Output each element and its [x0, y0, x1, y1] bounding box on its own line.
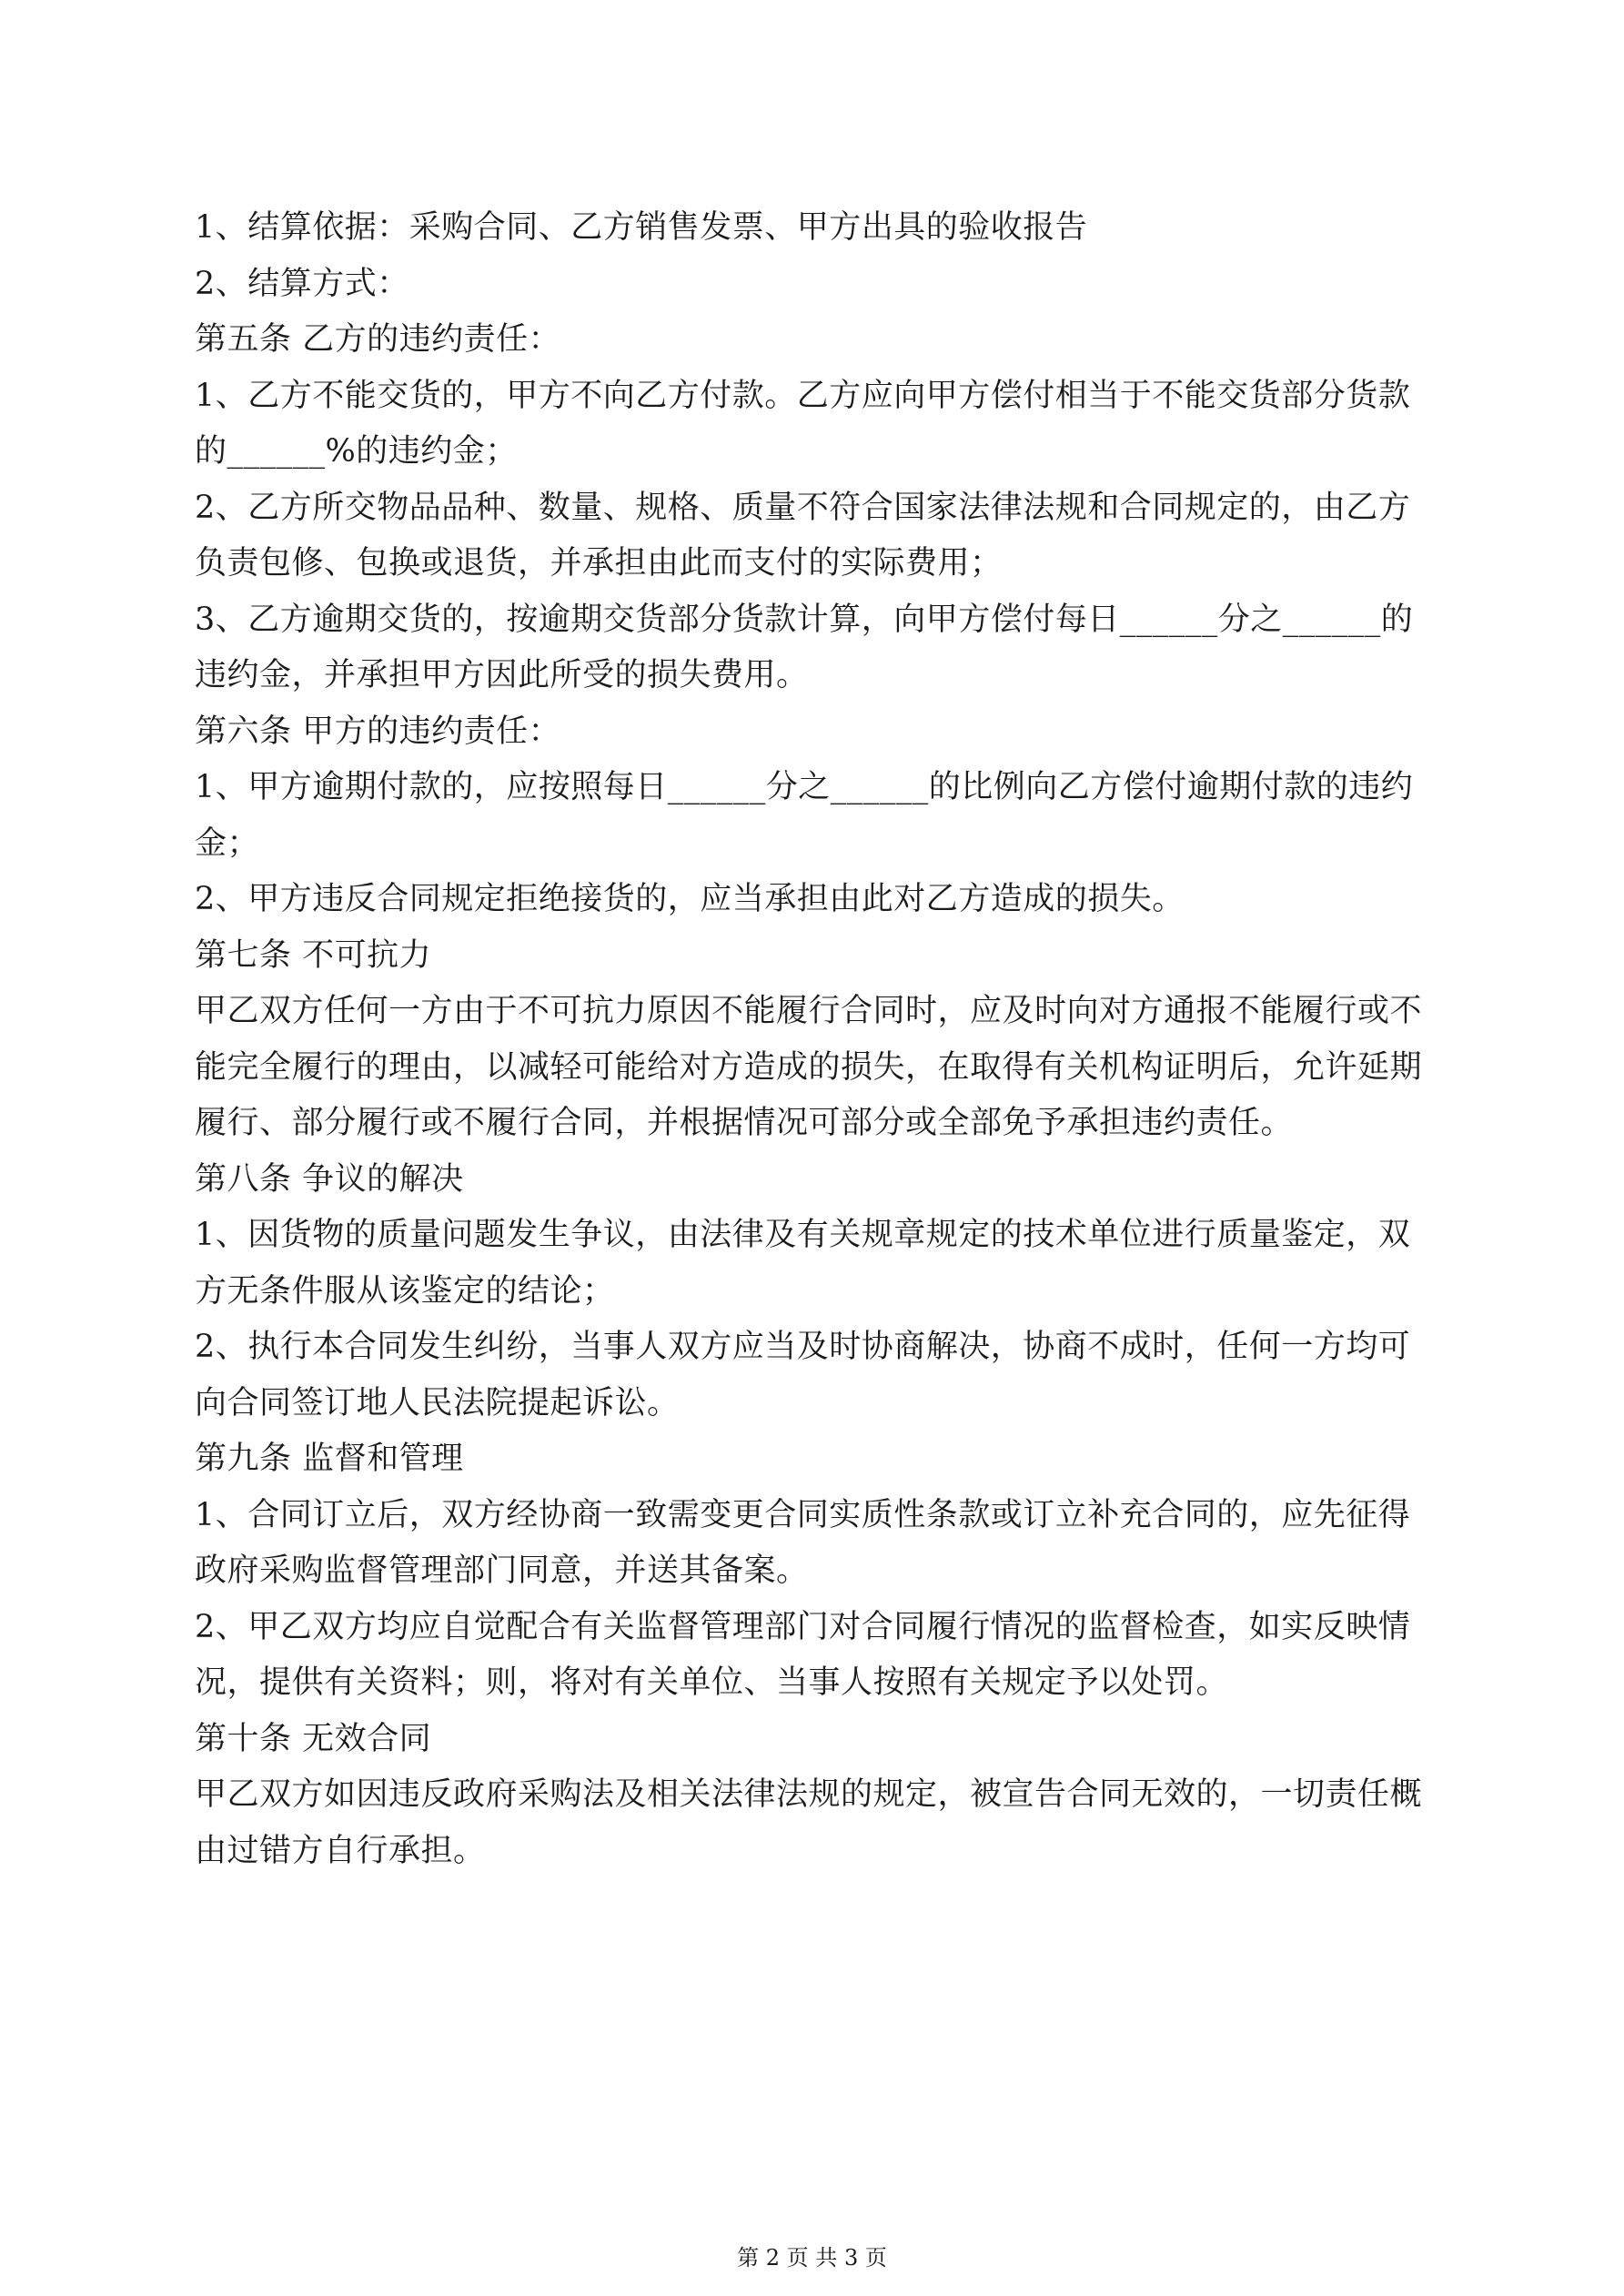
page-number-footer: 第 2 页 共 3 页: [737, 2245, 887, 2271]
section-heading: 第六条 甲方的违约责任：: [195, 713, 561, 750]
text-line: 1、结算依据：采购合同、乙方销售发票、甲方出具的验收报告: [195, 209, 1088, 246]
text-line: 违约金，并承担甲方因此所受的损失费用。: [195, 657, 809, 693]
text-line: 1、乙方不能交货的，甲方不向乙方付款。乙方应向甲方偿付相当于不能交货部分货款: [195, 377, 1411, 414]
text-line: 3、乙方逾期交货的，按逾期交货部分货款计算，向甲方偿付每日______分之______的: [195, 601, 1414, 638]
section-heading: 第十条 无效合同: [195, 1720, 432, 1757]
text-line: 2、结算方式：: [195, 265, 409, 302]
text-line: 2、甲方违反合同规定拒绝接货的，应当承担由此对乙方造成的损失。: [195, 881, 1185, 917]
section-heading: 第八条 争议的解决: [195, 1160, 464, 1198]
text-line: 能完全履行的理由，以减轻可能给对方造成的损失，在取得有关机构证明后，允许延期: [195, 1048, 1423, 1086]
text-line: 甲乙双方任何一方由于不可抗力原因不能履行合同时，应及时向对方通报不能履行或不: [195, 993, 1423, 1029]
text-line: 甲乙双方如因违反政府采购法及相关法律法规的规定，被宣告合同无效的，一切责任概: [195, 1776, 1423, 1813]
section-heading: 第五条 乙方的违约责任：: [195, 321, 561, 358]
text-line: 履行、部分履行或不履行合同，并根据情况可部分或全部免予承担违约责任。: [195, 1105, 1294, 1141]
text-line: 由过错方自行承担。: [195, 1832, 486, 1869]
text-line: 金；: [195, 824, 260, 862]
text-line: 2、执行本合同发生纠纷，当事人双方应当及时协商解决，协商不成时，任何一方均可: [195, 1329, 1411, 1365]
text-line: 向合同签订地人民法院提起诉讼。: [195, 1384, 680, 1421]
text-line: 2、甲乙双方均应自觉配合有关监督管理部门对合同履行情况的监督检查，如实反映情: [195, 1608, 1411, 1645]
text-line: 的______%的违约金；: [195, 433, 518, 470]
text-line: 方无条件服从该鉴定的结论；: [195, 1272, 615, 1310]
text-line: 政府采购监督管理部门同意，并送其备案。: [195, 1553, 809, 1589]
text-line: 况，提供有关资料；则，将对有关单位、当事人按照有关规定予以处罚。: [195, 1664, 1229, 1701]
text-line: 2、乙方所交物品品种、数量、规格、质量不符合国家法律法规和合同规定的，由乙方: [195, 489, 1411, 526]
section-heading: 第七条 不可抗力: [195, 936, 432, 974]
text-line: 1、甲方逾期付款的，应按照每日______分之______的比例向乙方偿付逾期付款的违约: [195, 769, 1414, 805]
document-body: [195, 200, 1443, 1879]
text-line: 1、因货物的质量问题发生争议，由法律及有关规章规定的技术单位进行质量鉴定，双: [195, 1217, 1411, 1253]
section-heading: 第九条 监督和管理: [195, 1441, 464, 1477]
text-line: 负责包修、包换或退货，并承担由此而支付的实际费用；: [195, 545, 1003, 582]
text-line: 1、合同订立后，双方经协商一致需变更合同实质性条款或订立补充合同的，应先征得: [195, 1496, 1411, 1533]
